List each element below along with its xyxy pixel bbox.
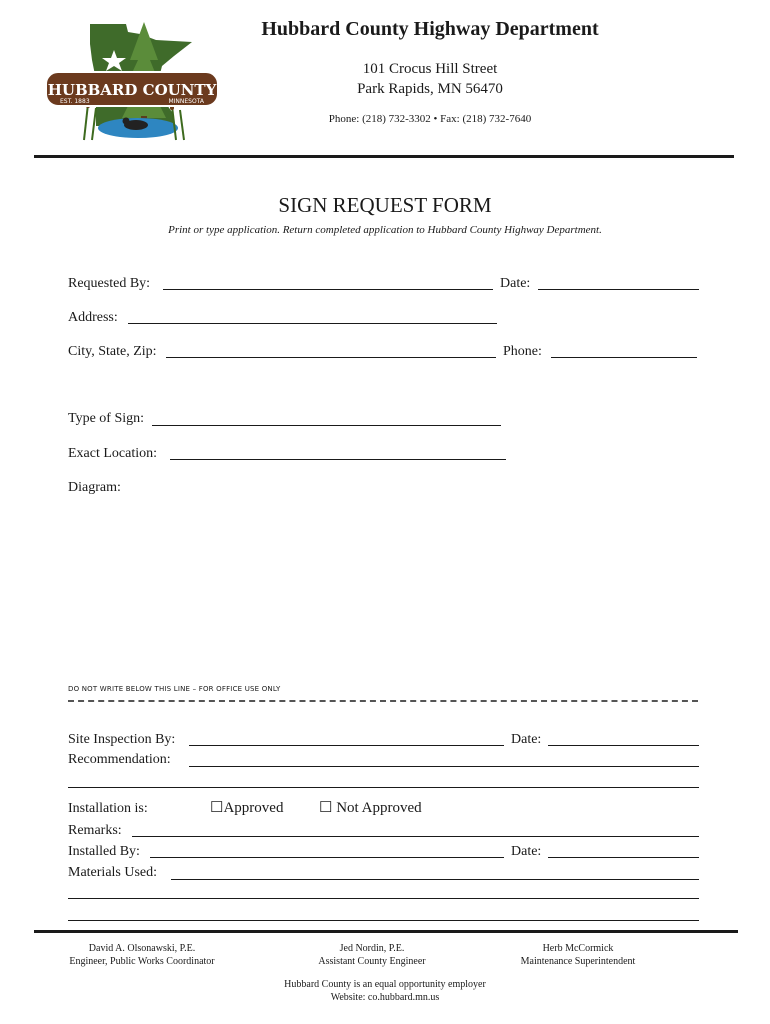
requested-by-label: Requested By:: [68, 276, 151, 291]
materials-used-label: Materials Used:: [68, 865, 158, 880]
remarks-field[interactable]: [132, 836, 699, 837]
city-address: Park Rapids, MN 56470: [357, 81, 503, 97]
phone-fax: Phone: (218) 732-3302 • Fax: (218) 732-7640: [328, 113, 532, 125]
installed-date-field[interactable]: [548, 857, 699, 858]
materials-used-field-line3[interactable]: [68, 920, 699, 921]
date-label: Date:: [500, 276, 531, 291]
header-divider: [34, 155, 734, 158]
type-of-sign-field[interactable]: [152, 425, 501, 426]
staff-name: David A. Olsonawski, P.E.: [88, 943, 196, 954]
inspection-date-label: Date:: [511, 732, 542, 747]
inspection-date-field[interactable]: [548, 745, 699, 746]
staff-assistant-engineer: [272, 942, 472, 968]
installed-by-field[interactable]: [150, 857, 504, 858]
website-link[interactable]: Website: co.hubbard.mn.us: [330, 992, 440, 1003]
staff-title: Engineer, Public Works Coordinator: [69, 956, 215, 967]
staff-engineer: [42, 942, 242, 968]
address-field[interactable]: [128, 323, 497, 324]
staff-title: Assistant County Engineer: [318, 956, 426, 967]
address-label: Address:: [68, 310, 118, 325]
checkbox-icon[interactable]: ☐: [210, 800, 224, 816]
approved-label: Approved: [223, 800, 284, 816]
remarks-label: Remarks:: [68, 823, 122, 838]
site-inspection-label: Site Inspection By:: [68, 732, 176, 747]
recommendation-field-line2[interactable]: [68, 787, 699, 788]
phone-label: Phone:: [503, 344, 542, 359]
footer-notice: [235, 978, 535, 1004]
hubbard-county-logo: [44, 20, 220, 142]
exact-location-label: Exact Location:: [68, 446, 158, 461]
staff-maintenance: [478, 942, 678, 968]
footer-divider: [34, 930, 738, 933]
office-use-note: DO NOT WRITE BELOW THIS LINE – FOR OFFICE USE ONLY: [68, 685, 281, 693]
staff-name: Herb McCormick: [542, 943, 614, 954]
requested-by-field[interactable]: [163, 289, 493, 290]
exact-location-field[interactable]: [170, 459, 506, 460]
staff-name: Jed Nordin, P.E.: [339, 943, 405, 954]
type-of-sign-label: Type of Sign:: [68, 411, 145, 426]
form-instructions: Print or type application. Return completed application to Hubbard County Highway Department.: [168, 224, 602, 236]
eoe-statement: Hubbard County is an equal opportunity employer: [284, 979, 486, 990]
approved-option[interactable]: [210, 800, 283, 816]
banner-title: HUBBARD COUNTY: [47, 81, 217, 99]
street-address: 101 Crocus Hill Street: [362, 61, 498, 77]
form-title: SIGN REQUEST FORM: [278, 193, 492, 217]
phone-field[interactable]: [551, 357, 697, 358]
installed-date-label: Date:: [511, 844, 542, 859]
recommendation-label: Recommendation:: [68, 752, 171, 767]
city-state-zip-field[interactable]: [166, 357, 496, 358]
installation-label: Installation is:: [68, 801, 148, 816]
not-approved-option[interactable]: [319, 800, 422, 816]
banner-state: MINNESOTA: [168, 98, 204, 105]
checkbox-icon[interactable]: ☐: [319, 800, 333, 816]
materials-used-field[interactable]: [171, 879, 699, 880]
diagram-label: Diagram:: [68, 480, 121, 495]
not-approved-label: Not Approved: [336, 800, 422, 816]
materials-used-field-line2[interactable]: [68, 898, 699, 899]
staff-title: Maintenance Superintendent: [520, 956, 636, 967]
installed-by-label: Installed By:: [68, 844, 140, 859]
recommendation-field[interactable]: [189, 766, 699, 767]
site-inspection-field[interactable]: [189, 745, 504, 746]
office-use-divider: [68, 700, 698, 702]
city-state-zip-label: City, State, Zip:: [68, 344, 157, 359]
diagram-area[interactable]: [68, 500, 698, 670]
department-title: Hubbard County Highway Department: [261, 18, 599, 40]
date-field[interactable]: [538, 289, 699, 290]
banner-est: EST. 1883: [60, 98, 90, 105]
